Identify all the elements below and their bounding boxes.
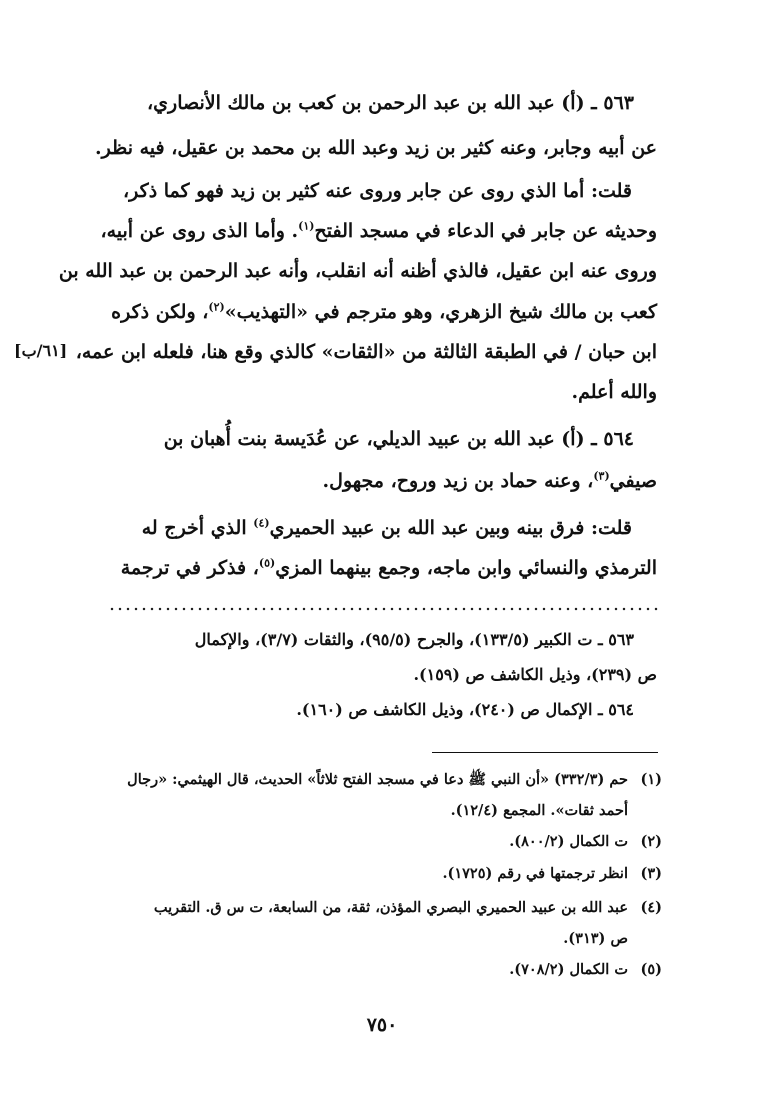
footnote-number-5: (٥)	[640, 961, 662, 978]
comment-563-line-2: وحديثه عن جابر في الدعاء في مسجد الفتح$^{(١)}$. وأما الذى روى عن أبيه،	[100, 219, 657, 242]
source-564-line: ٥٦٤ ـ الإكمال ص (٢٤٠)، وذيل الكاشف ص (١٦٠).	[296, 700, 634, 719]
footnote-ref-3[interactable]: (٣)	[593, 469, 610, 483]
footnote-4-line-2: ص (٣١٣).	[563, 930, 628, 947]
page-number: ٧٥٠	[366, 1014, 398, 1036]
footnote-ref-2[interactable]: (٢)	[208, 300, 225, 314]
footnote-number-2: (٢)	[640, 833, 662, 850]
comment-563-line-5: ابن حبان / في الطبقة الثالثة من «الثقات» كالذي وقع هنا، فلعله ابن عمه،	[75, 341, 657, 363]
footnote-separator	[432, 752, 658, 753]
footnote-3-line-1: انظر ترجمتها في رقم (١٧٢٥).	[442, 865, 628, 882]
footnote-4-line-1: عبد الله بن عبيد الحميري البصري المؤذن، ثقة، من السابعة، ت س ق. التقريب	[153, 899, 628, 916]
comment-563-line-4: كعب بن مالك شيخ الزهري، وهو مترجم في «التهذيب»$^{(٢)}$، ولكن ذكره	[111, 300, 657, 323]
entry-564-line-1: ٥٦٤ ـ (أ) عبد الله بن عبيد الديلي، عن عُدَيسة بنت أُهبان بن	[163, 428, 634, 450]
entry-563-line-1: ٥٦٣ ـ (أ) عبد الله بن عبد الرحمن بن كعب بن مالك الأنصاري،	[147, 92, 634, 114]
footnote-5-line-1: ت الكمال (٧٠٨/٢).	[509, 961, 628, 978]
footnote-number-1: (١)	[640, 771, 662, 788]
footnote-2-line-1: ت الكمال (٨٠٠/٢).	[509, 833, 628, 850]
comment-563-line-3: وروى عنه ابن عقيل، فالذي أظنه أنه انقلب، وأنه عبد الرحمن بن عبد الله بن	[58, 260, 657, 282]
footnote-1-line-2: أحمد ثقات». المجمع (١٢/٤).	[450, 802, 628, 819]
footnote-ref-1[interactable]: (١)	[298, 219, 315, 233]
dotted-separator	[108, 606, 658, 612]
comment-563-line-6: والله أعلم.	[571, 381, 657, 403]
source-563-line-1: ٥٦٣ ـ ت الكبير (١٣٣/٥)، والجرح (٩٥/٥)، والثقات (٣/٧)، والإكمال	[194, 630, 634, 649]
comment-563-line-1: قلت: أما الذي روى عن جابر وروى عنه كثير بن زيد فهو كما ذكر،	[123, 180, 632, 202]
footnote-1-line-1: حم (٣٣٢/٣) «أن النبي ﷺ دعا في مسجد الفتح ثلاثاً» الحديث، قال الهيثمي: «رجال	[127, 771, 628, 788]
footnote-number-3: (٣)	[640, 865, 662, 882]
comment-564-line-2: الترمذي والنسائي وابن ماجه، وجمع بينهما المزي$^{(٥)}$، فذكر في ترجمة	[120, 556, 657, 579]
footnote-number-4: (٤)	[640, 899, 662, 916]
entry-563-line-2: عن أبيه وجابر، وعنه كثير بن زيد وعبد الله بن محمد بن عقيل، فيه نظر.	[95, 137, 657, 159]
footnote-ref-4[interactable]: (٤)	[253, 516, 270, 530]
source-563-line-2: ص (٢٣٩)، وذيل الكاشف ص (١٥٩).	[413, 665, 657, 684]
manuscript-folio-marker: [٦١/ب]	[14, 341, 68, 360]
entry-564-line-2: صيفي$^{(٣)}$، وعنه حماد بن زيد وروح، مجهول.	[322, 469, 657, 492]
comment-564-line-1: قلت: فرق بينه وبين عبد الله بن عبيد الحميري$^{(٤)}$ الذي أخرج له	[141, 516, 632, 539]
footnote-ref-5[interactable]: (٥)	[258, 556, 276, 570]
